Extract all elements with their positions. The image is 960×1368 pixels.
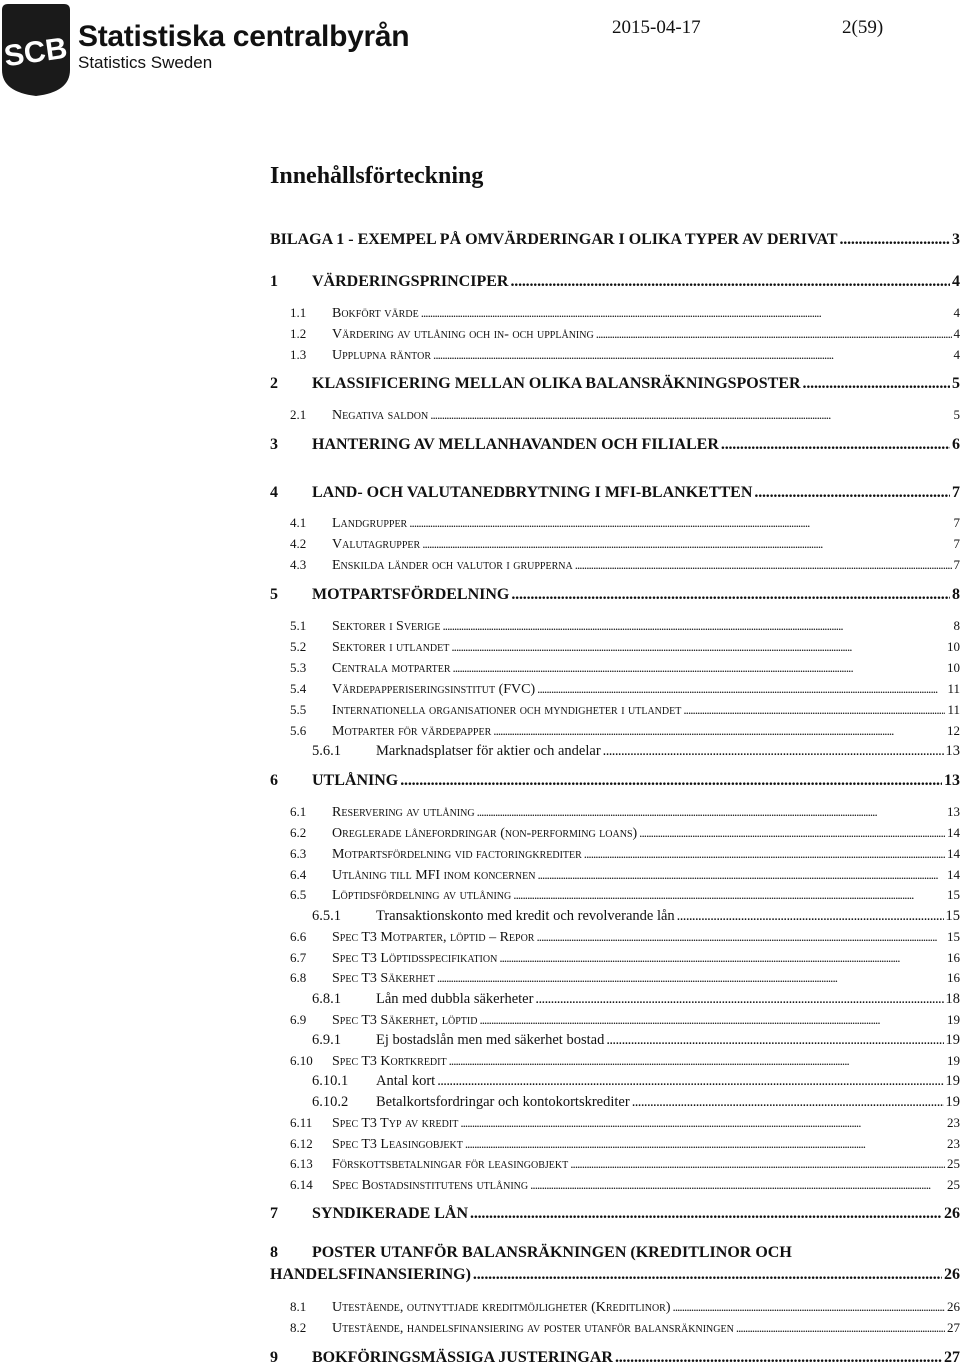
toc-entry-title: Marknadsplatser för aktier och andelar xyxy=(376,743,601,759)
toc-entry-title: Ej bostadslån men med säkerhet bostad xyxy=(376,1032,605,1048)
toc-entry-page: 5 xyxy=(953,407,960,422)
toc-dot-leader xyxy=(511,586,950,604)
toc-entry-number: 6.7 xyxy=(290,950,307,965)
toc-dot-leader xyxy=(421,305,952,321)
toc-entry-page: 11 xyxy=(947,681,960,696)
toc-dot-leader xyxy=(499,950,945,966)
toc-entry[interactable] xyxy=(290,326,960,343)
toc-entry-number: 6.4 xyxy=(290,867,307,882)
toc-entry[interactable] xyxy=(290,825,960,842)
toc-dot-leader xyxy=(443,618,952,634)
org-subtitle: Statistics Sweden xyxy=(78,53,213,72)
toc-entry-page: 15 xyxy=(947,887,960,902)
toc-dot-leader xyxy=(530,1177,945,1193)
toc-entry[interactable] xyxy=(290,804,960,821)
toc-entry-title-continued: HANDELSFINANSIERING) xyxy=(270,1266,471,1283)
toc-entry-number: 6.11 xyxy=(290,1115,313,1130)
toc-entry-page: 16 xyxy=(947,970,960,985)
toc-entry-page: 5 xyxy=(952,375,960,392)
toc-entry[interactable] xyxy=(290,702,960,719)
toc-entry-title: Förskottsbetalningar för leasingobjekt xyxy=(332,1157,569,1172)
toc-entry-title: Spec T3 Typ av kredit xyxy=(332,1116,459,1131)
toc-entry-page: 7 xyxy=(952,484,960,501)
toc-entry-number: 6.1 xyxy=(290,804,307,819)
toc-entry-page: 4 xyxy=(952,273,960,290)
toc-dot-leader xyxy=(721,436,950,454)
toc-entry[interactable] xyxy=(290,407,960,424)
toc-entry[interactable] xyxy=(290,887,960,904)
toc-entry-page: 10 xyxy=(947,660,960,675)
toc-entry-number: 8.2 xyxy=(290,1320,307,1335)
toc-entry-page: 23 xyxy=(947,1115,960,1130)
toc-entry-number: 1.2 xyxy=(290,326,307,341)
toc-entry-title: Löptidsfördelning av utlåning xyxy=(332,888,512,903)
toc-entry-title: Lån med dubbla säkerheter xyxy=(376,991,534,1007)
toc-dot-leader xyxy=(603,743,944,760)
toc-entry-title: Motparter för värdepapper xyxy=(332,724,492,739)
toc-dot-leader xyxy=(433,347,951,363)
toc-entry-number: 4.2 xyxy=(290,536,307,551)
toc-entry-number: 6.10.1 xyxy=(312,1073,349,1089)
toc-entry-page: 27 xyxy=(944,1349,960,1366)
toc-entry-page: 8 xyxy=(953,618,960,633)
toc-entry-number: 1.3 xyxy=(290,347,307,362)
toc-entry[interactable] xyxy=(290,681,960,698)
toc-entry-page: 7 xyxy=(953,536,960,551)
toc-entry-page: 25 xyxy=(947,1177,960,1192)
toc-entry-number: 5 xyxy=(270,586,278,603)
toc-entry-number: 2.1 xyxy=(290,407,307,422)
toc-dot-leader xyxy=(465,1136,945,1152)
toc-entry-page: 13 xyxy=(945,743,960,759)
toc-dot-leader xyxy=(493,723,945,739)
toc-entry-title: Spec T3 Säkerhet, löptid xyxy=(332,1013,478,1028)
toc-entry-number: 6.6 xyxy=(290,929,307,944)
toc-entry[interactable] xyxy=(312,991,960,1008)
toc-entry[interactable] xyxy=(290,347,960,364)
toc-dot-leader xyxy=(606,1032,943,1049)
toc-entry-title: Upplupna räntor xyxy=(332,348,432,363)
toc-entry[interactable] xyxy=(290,867,960,884)
toc-entry-title: Spec Bostadsinstitutens utlåning xyxy=(332,1178,529,1193)
toc-dot-leader xyxy=(430,407,951,423)
toc-entry-page: 7 xyxy=(953,515,960,530)
toc-entry-title: Negativa saldon xyxy=(332,408,429,423)
toc-entry-number: 6.10 xyxy=(290,1053,313,1068)
toc-entry-number: 3 xyxy=(270,436,278,453)
toc-entry-title: Antal kort xyxy=(376,1073,436,1089)
toc-entry[interactable] xyxy=(312,1032,960,1049)
toc-entry-title: Enskilda länder och valutor i grupperna xyxy=(332,558,573,573)
toc-entry[interactable] xyxy=(270,484,960,502)
toc-entry[interactable] xyxy=(312,908,960,925)
toc-entry[interactable] xyxy=(270,273,960,291)
toc-dot-leader xyxy=(673,1299,945,1315)
toc-dot-leader xyxy=(422,536,951,552)
toc-entry-number: 5.6 xyxy=(290,723,307,738)
toc-entry-title: Betalkortsfordringar och kontokortskrediter xyxy=(376,1094,630,1110)
toc-entry-page: 19 xyxy=(945,1073,960,1089)
toc-entry-number: 2 xyxy=(270,375,278,392)
toc-dot-leader xyxy=(449,1053,945,1069)
toc-entry-page: 13 xyxy=(947,804,960,819)
toc-entry[interactable] xyxy=(290,950,960,967)
toc-entry-number: 6.14 xyxy=(290,1177,313,1192)
toc-dot-leader xyxy=(584,846,945,862)
toc-entry-page: 26 xyxy=(944,1266,960,1283)
toc-entry[interactable] xyxy=(290,970,960,987)
toc-entry-title: Utestående, handelsfinansiering av poster utanför balansräkningen xyxy=(332,1321,734,1336)
toc-entry-title: Bokfört värde xyxy=(332,306,419,321)
toc-entry-title: POSTER UTANFÖR BALANSRÄKNINGEN (KREDITLINOR OCH xyxy=(312,1244,792,1261)
toc-entry-title: BOKFÖRINGSMÄSSIGA JUSTERINGAR xyxy=(312,1349,613,1366)
toc-entry-number: 6.10.2 xyxy=(312,1094,349,1110)
toc-entry-page: 25 xyxy=(947,1156,960,1171)
toc-entry-title: SYNDIKERADE LÅN xyxy=(312,1205,469,1222)
toc-dot-leader xyxy=(453,660,945,676)
toc-dot-leader xyxy=(513,887,945,903)
toc-entry[interactable] xyxy=(290,660,960,677)
toc-entry-title: Spec T3 Säkerhet xyxy=(332,971,435,986)
toc-dot-leader xyxy=(409,515,951,531)
toc-entry[interactable] xyxy=(270,1349,960,1367)
toc-entry[interactable] xyxy=(290,557,960,574)
toc-entry-title: Valutagrupper xyxy=(332,537,421,552)
toc-entry-title: UTLÅNING xyxy=(312,772,399,789)
toc-entry[interactable] xyxy=(312,743,960,760)
toc-dot-leader xyxy=(510,273,950,291)
toc-entry-page: 26 xyxy=(947,1299,960,1314)
document-date: 2015-04-17 xyxy=(612,17,701,38)
toc-entry-number: 6.5 xyxy=(290,887,307,902)
toc-entry[interactable] xyxy=(290,536,960,553)
toc-dot-leader xyxy=(736,1320,945,1336)
toc-entry-number: 4.3 xyxy=(290,557,307,572)
toc-entry-title: Spec T3 Kortkredit xyxy=(332,1054,447,1069)
toc-entry-page: 3 xyxy=(952,231,960,248)
toc-entry-page: 12 xyxy=(947,723,960,738)
toc-entry-number: 6.3 xyxy=(290,846,307,861)
toc-entry[interactable] xyxy=(290,1115,960,1132)
toc-entry-page: 19 xyxy=(945,1032,960,1048)
toc-entry-number: 8 xyxy=(270,1244,278,1261)
toc-entry-number: 1.1 xyxy=(290,305,307,320)
toc-entry-number: 6.8 xyxy=(290,970,307,985)
toc-entry[interactable] xyxy=(290,618,960,635)
toc-dot-leader xyxy=(677,908,944,925)
toc-dot-leader xyxy=(754,484,950,502)
scb-logo xyxy=(0,0,410,100)
toc-entry-page: 14 xyxy=(947,846,960,861)
toc-dot-leader xyxy=(437,970,945,986)
toc-entry-number: 6.2 xyxy=(290,825,307,840)
toc-dot-leader xyxy=(437,1073,943,1090)
toc-entry-page: 6 xyxy=(952,436,960,453)
toc-dot-leader xyxy=(575,557,952,573)
toc-entry[interactable] xyxy=(290,1320,960,1337)
toc-dot-leader xyxy=(632,1094,944,1111)
toc-dot-leader xyxy=(615,1349,942,1367)
toc-entry-page: 11 xyxy=(947,702,960,717)
toc-entry-page: 23 xyxy=(947,1136,960,1151)
toc-entry-page: 16 xyxy=(947,950,960,965)
toc-entry-number: 6.8.1 xyxy=(312,991,341,1007)
org-name: Statistiska centralbyrån xyxy=(78,20,410,53)
toc-entry-page: 27 xyxy=(947,1320,960,1335)
toc-entry-title: KLASSIFICERING MELLAN OLIKA BALANSRÄKNINGSPOSTER xyxy=(312,375,801,392)
toc-entry-continued[interactable] xyxy=(270,1266,960,1284)
toc-dot-leader xyxy=(536,929,945,945)
toc-entry-page: 15 xyxy=(947,929,960,944)
toc-entry-page: 10 xyxy=(947,639,960,654)
toc-dot-leader xyxy=(477,804,945,820)
toc-entry-number: 1 xyxy=(270,273,278,290)
toc-entry-number: 6.12 xyxy=(290,1136,313,1151)
toc-dot-leader xyxy=(535,991,943,1008)
toc-entry-title: Centrala motparter xyxy=(332,661,451,676)
toc-entry-page: 14 xyxy=(947,867,960,882)
toc-entry-title: Spec T3 Löptidsspecifikation xyxy=(332,951,498,966)
toc-entry-page: 19 xyxy=(947,1012,960,1027)
toc-dot-leader xyxy=(683,702,945,718)
toc-entry-title: Spec T3 Motparter, löptid – Repor xyxy=(332,930,535,945)
toc-entry-number: 6.5.1 xyxy=(312,908,341,924)
toc-entry-title: VÄRDERINGSPRINCIPER xyxy=(312,273,509,290)
toc-entry[interactable] xyxy=(312,1073,960,1090)
toc-dot-leader xyxy=(400,772,942,790)
toc-entry-title: Sektorer i Sverige xyxy=(332,619,441,634)
toc-entry[interactable] xyxy=(290,1136,960,1153)
toc-entry-title: Oreglerade lånefordringar (non-performing loans) xyxy=(332,826,638,841)
toc-dot-leader xyxy=(537,681,945,697)
toc-entry-title: Landgrupper xyxy=(332,516,408,531)
toc-entry-title: Värdering av utlåning och in- och upplåning xyxy=(332,327,594,342)
toc-entry-page: 26 xyxy=(944,1205,960,1222)
toc-entry-title: HANTERING AV MELLANHAVANDEN OCH FILIALER xyxy=(312,436,719,453)
scb-logo-mark xyxy=(0,0,72,98)
toc-entry-number: 6.9 xyxy=(290,1012,307,1027)
toc-entry-page: 4 xyxy=(953,305,960,320)
toc-entry-title: Utlåning till MFI inom koncernen xyxy=(332,868,536,883)
toc-entry[interactable] xyxy=(312,1094,960,1111)
page-title: Innehållsförteckning xyxy=(270,163,484,189)
toc-entry-number: 4.1 xyxy=(290,515,307,530)
toc-entry[interactable] xyxy=(290,639,960,656)
toc-entry-number: 7 xyxy=(270,1205,278,1222)
toc-dot-leader xyxy=(840,231,951,249)
logo-letters: SCB xyxy=(1,31,70,74)
toc-entry[interactable] xyxy=(270,1244,792,1262)
toc-dot-leader xyxy=(570,1156,945,1172)
toc-entry-title: Internationella organisationer och myndigheter i utlandet xyxy=(332,703,682,718)
toc-dot-leader xyxy=(470,1205,942,1223)
toc-entry[interactable] xyxy=(290,305,960,322)
toc-entry-number: 9 xyxy=(270,1349,278,1366)
toc-dot-leader xyxy=(473,1266,942,1284)
toc-entry-page: 19 xyxy=(945,1094,960,1110)
toc-entry[interactable] xyxy=(290,1053,960,1070)
toc-entry-page: 18 xyxy=(945,991,960,1007)
toc-entry[interactable] xyxy=(270,586,960,604)
toc-entry-number: 4 xyxy=(270,484,278,501)
toc-entry-number: 8.1 xyxy=(290,1299,307,1314)
toc-entry[interactable] xyxy=(290,929,960,946)
toc-entry[interactable] xyxy=(270,231,960,249)
toc-dot-leader xyxy=(451,639,945,655)
toc-dot-leader xyxy=(803,375,950,393)
toc-dot-leader xyxy=(639,825,945,841)
toc-dot-leader xyxy=(537,867,945,883)
toc-dot-leader xyxy=(596,326,952,342)
toc-entry-page: 4 xyxy=(953,347,960,362)
toc-entry-number: 6.13 xyxy=(290,1156,313,1171)
toc-entry-title: LAND- OCH VALUTANEDBRYTNING I MFI-BLANKETTEN xyxy=(312,484,753,501)
toc-entry-title: MOTPARTSFÖRDELNING xyxy=(312,586,510,603)
toc-entry-page: 13 xyxy=(944,772,960,789)
toc-entry[interactable] xyxy=(270,1205,960,1223)
toc-entry-title: Sektorer i utlandet xyxy=(332,640,450,655)
toc-entry-page: 19 xyxy=(947,1053,960,1068)
toc-entry-number: 5.4 xyxy=(290,681,307,696)
toc-entry-number: 5.1 xyxy=(290,618,307,633)
toc-entry[interactable] xyxy=(290,723,960,740)
toc-entry-page: 14 xyxy=(947,825,960,840)
toc-entry-page: 4 xyxy=(953,326,960,341)
toc-entry-page: 15 xyxy=(945,908,960,924)
toc-entry[interactable] xyxy=(290,1012,960,1029)
toc-entry[interactable] xyxy=(290,1299,960,1316)
toc-entry[interactable] xyxy=(290,515,960,532)
toc-entry[interactable] xyxy=(270,772,960,790)
toc-entry[interactable] xyxy=(270,436,960,454)
toc-entry-title: BILAGA 1 - EXEMPEL PÅ OMVÄRDERINGAR I OLIKA TYPER AV DERIVAT xyxy=(270,231,838,248)
toc-entry-title: Spec T3 Leasingobjekt xyxy=(332,1137,463,1152)
toc-entry-number: 5.5 xyxy=(290,702,307,717)
toc-entry-title: Motpartsfördelning vid factoringkrediter xyxy=(332,847,582,862)
toc-entry-number: 6 xyxy=(270,772,278,789)
toc-entry-number: 5.2 xyxy=(290,639,307,654)
toc-entry-title: Transaktionskonto med kredit och revolverande lån xyxy=(376,908,675,924)
toc-entry-title: Värdepapperiseringsinstitut (FVC) xyxy=(332,682,536,697)
toc-entry-page: 8 xyxy=(952,586,960,603)
toc-entry[interactable] xyxy=(270,375,960,393)
toc-entry[interactable] xyxy=(290,846,960,863)
toc-entry-title: Reservering av utlåning xyxy=(332,805,475,820)
page-number: 2(59) xyxy=(842,17,884,38)
toc-dot-leader xyxy=(479,1012,945,1028)
toc-entry-number: 5.6.1 xyxy=(312,743,341,759)
toc-entry-page: 7 xyxy=(953,557,960,572)
toc-dot-leader xyxy=(460,1115,945,1131)
toc-entry-title: Utestående, outnyttjade kreditmöjligheter (Kreditlinor) xyxy=(332,1300,671,1315)
toc-entry[interactable] xyxy=(290,1177,960,1194)
toc-entry-number: 5.3 xyxy=(290,660,307,675)
toc-entry[interactable] xyxy=(290,1156,960,1173)
toc-entry-number: 6.9.1 xyxy=(312,1032,341,1048)
